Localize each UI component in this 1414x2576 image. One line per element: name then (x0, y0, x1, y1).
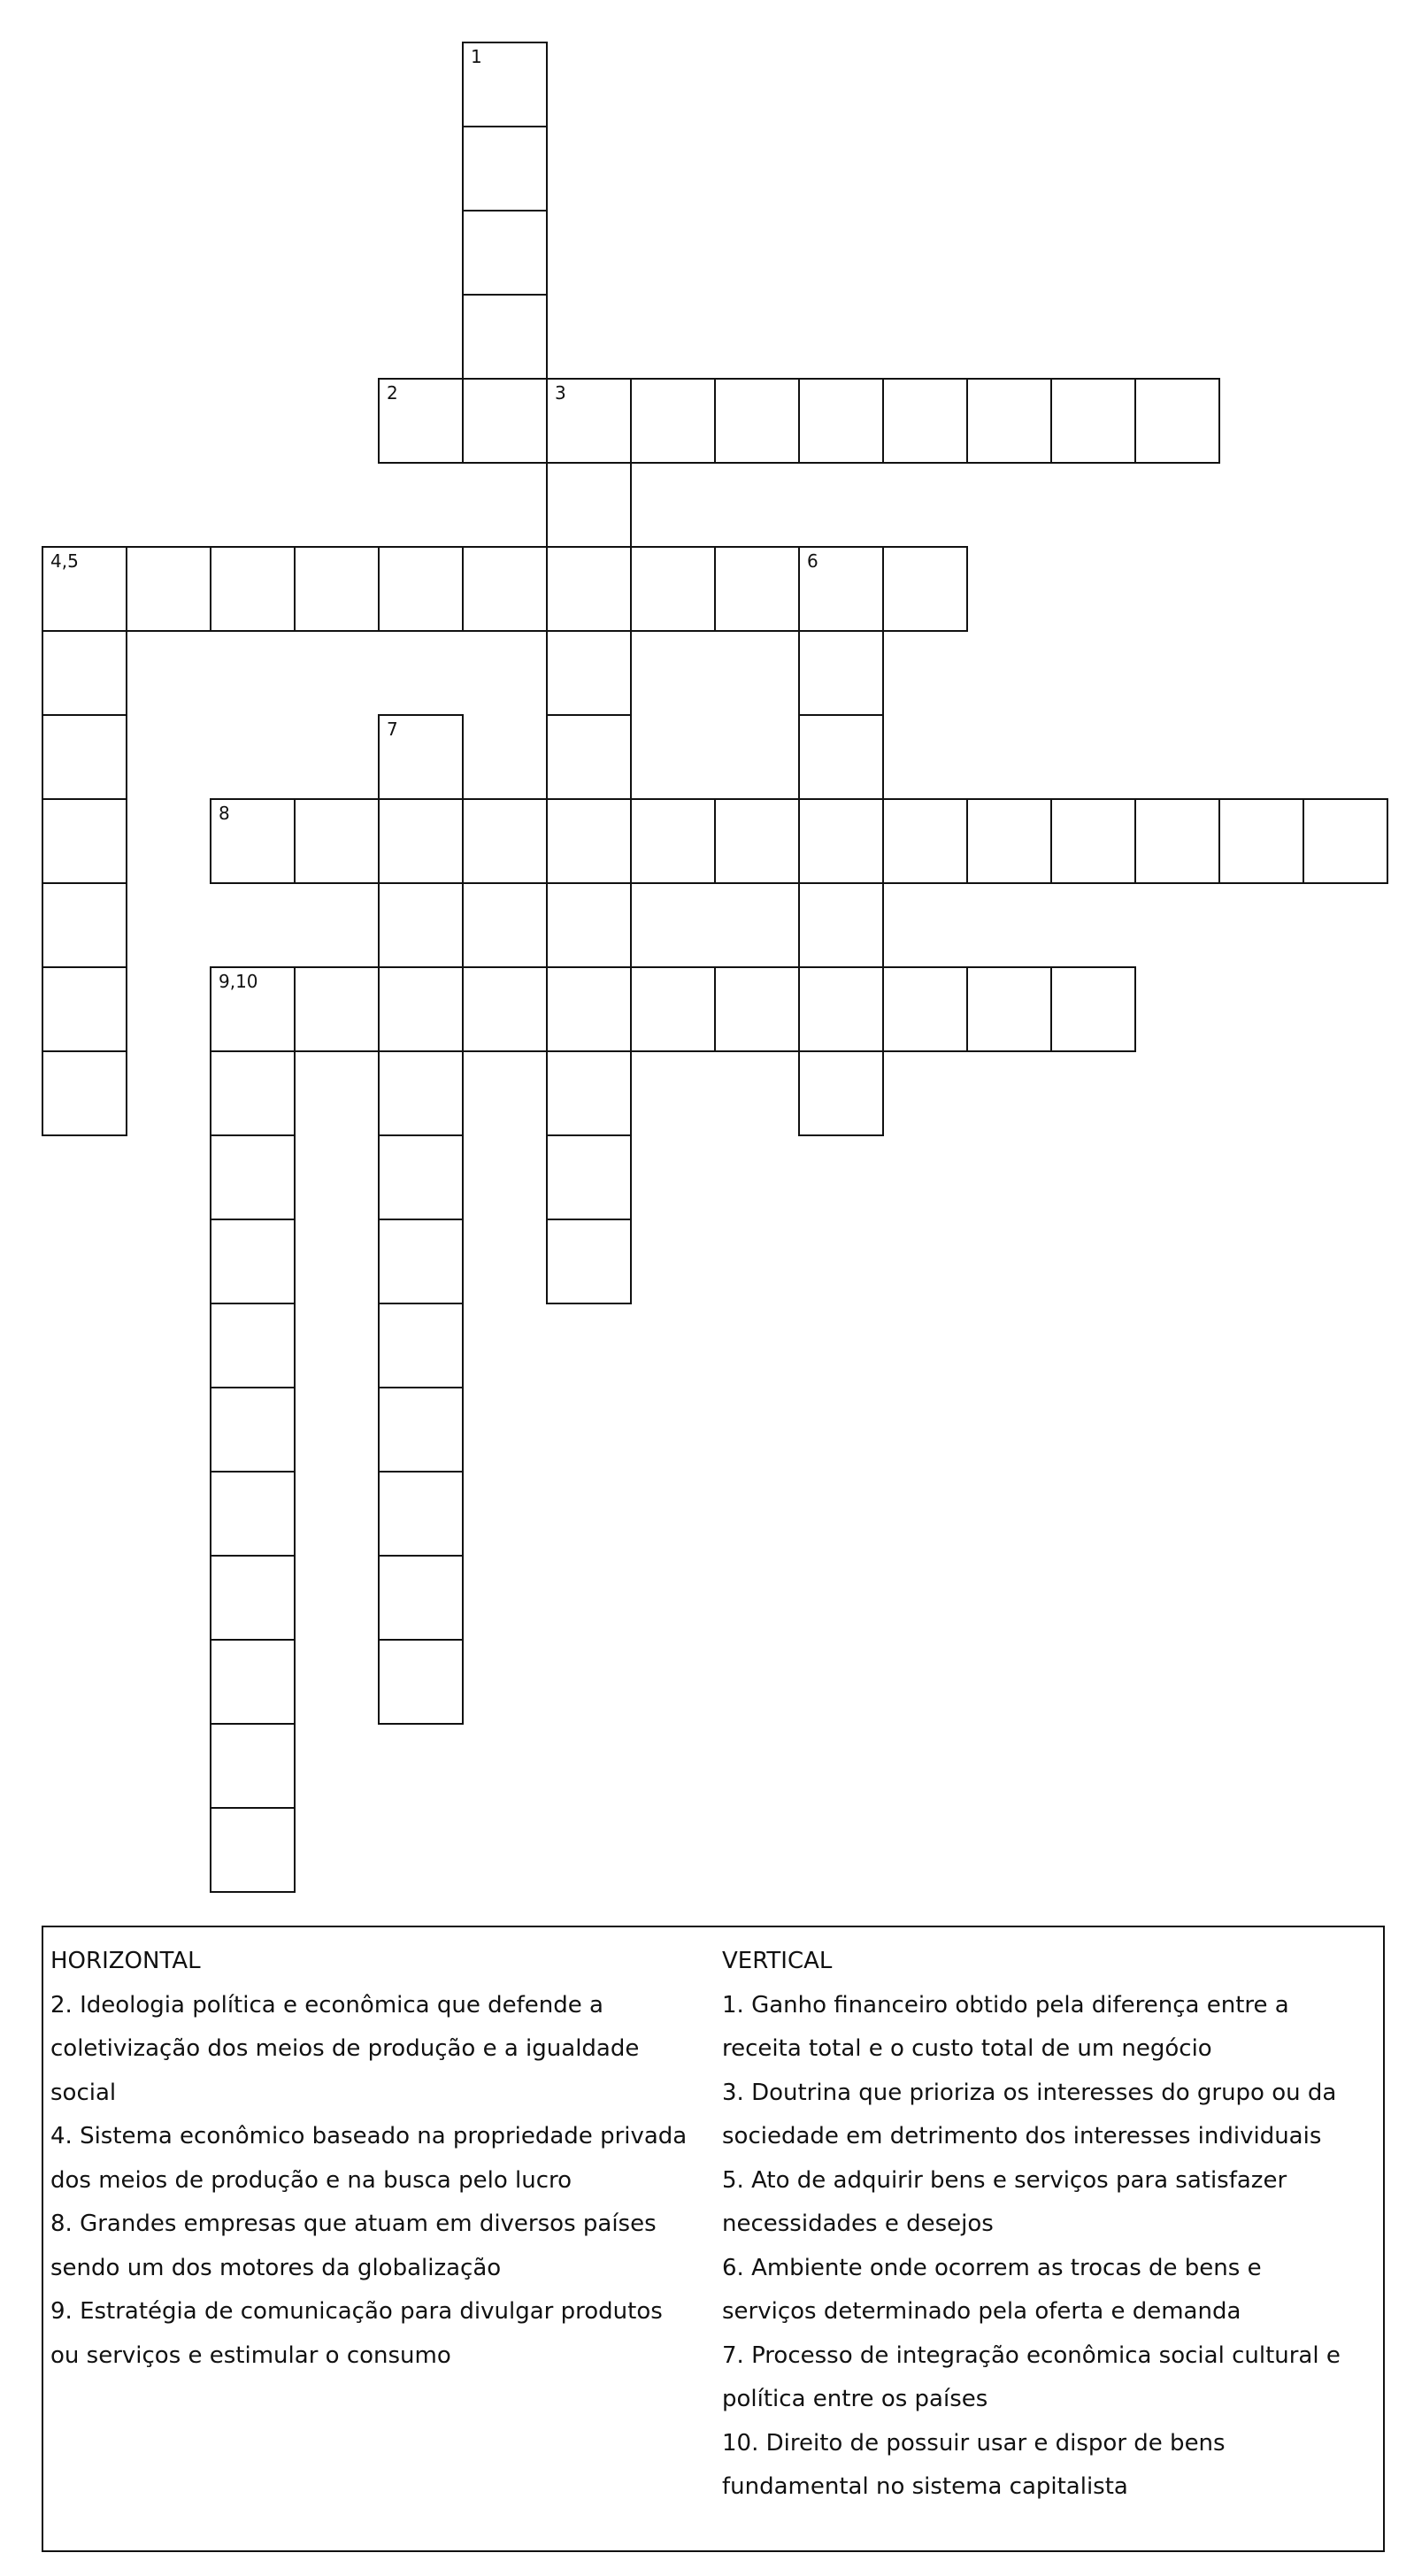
grid-cell[interactable] (42, 882, 127, 968)
grid-cell[interactable] (630, 378, 716, 464)
grid-cell[interactable] (210, 546, 296, 632)
clue-line: social (50, 2079, 117, 2106)
grid-cell[interactable] (630, 966, 716, 1052)
grid-cell[interactable] (462, 294, 548, 380)
grid-cell[interactable] (378, 1134, 464, 1220)
clue-number: 7 (387, 719, 398, 740)
grid-cell[interactable] (546, 966, 632, 1052)
grid-cell[interactable] (546, 1219, 632, 1304)
grid-cell[interactable] (462, 210, 548, 296)
grid-cell[interactable] (798, 882, 884, 968)
grid-cell[interactable] (546, 798, 632, 884)
grid-cell[interactable] (210, 1387, 296, 1473)
grid-cell[interactable] (798, 378, 884, 464)
grid-cell[interactable] (378, 1639, 464, 1725)
grid-cell[interactable] (546, 630, 632, 716)
grid-cell[interactable] (546, 714, 632, 800)
grid-cell[interactable] (546, 546, 632, 632)
grid-cell[interactable] (1134, 798, 1220, 884)
grid-cell[interactable] (294, 546, 380, 632)
grid-cell[interactable] (798, 966, 884, 1052)
grid-cell[interactable] (378, 966, 464, 1052)
grid-cell[interactable] (546, 1134, 632, 1220)
grid-cell[interactable] (546, 378, 632, 464)
grid-cell[interactable] (378, 714, 464, 800)
grid-cell[interactable] (210, 1555, 296, 1641)
clue-line: 4. Sistema econômico baseado na propriedade privada (50, 2123, 688, 2149)
grid-cell[interactable] (42, 546, 127, 632)
grid-cell[interactable] (546, 882, 632, 968)
grid-cell[interactable] (210, 1303, 296, 1388)
grid-cell[interactable] (378, 1303, 464, 1388)
grid-cell[interactable] (798, 714, 884, 800)
clue-number: 6 (807, 550, 818, 572)
clue-line: 2. Ideologia política e econômica que defende a (50, 1991, 603, 2019)
grid-cell[interactable] (798, 1050, 884, 1136)
horizontal-clues (50, 1940, 723, 2378)
grid-cell[interactable] (210, 1471, 296, 1557)
grid-cell[interactable] (882, 798, 968, 884)
grid-cell[interactable] (210, 1134, 296, 1220)
grid-cell[interactable] (378, 1219, 464, 1304)
grid-cell[interactable] (42, 966, 127, 1052)
grid-cell[interactable] (1050, 378, 1136, 464)
clue-line: 9. Estratégia de comunicação para divulgar produtos (50, 2298, 663, 2325)
grid-cell[interactable] (294, 798, 380, 884)
grid-cell[interactable] (378, 1555, 464, 1641)
grid-cell[interactable] (42, 630, 127, 716)
grid-cell[interactable] (966, 798, 1052, 884)
grid-cell[interactable] (126, 546, 211, 632)
grid-cell[interactable] (210, 798, 296, 884)
clue-line: 10. Direito de possuir usar e dispor de bens (722, 2429, 1226, 2457)
clue-line: 1. Ganho financeiro obtido pela diferença entre a (722, 1991, 1289, 2019)
clue-number: 4,5 (50, 550, 79, 572)
grid-cell[interactable] (378, 1471, 464, 1557)
clue-number: 8 (219, 803, 230, 824)
clue-line: receita total e o custo total de um negócio (722, 2035, 1212, 2062)
clues-box (42, 1926, 1385, 2552)
grid-cell[interactable] (210, 1639, 296, 1725)
grid-cell[interactable] (210, 1807, 296, 1893)
clue-line: ou serviços e estimular o consumo (50, 2341, 451, 2369)
grid-cell[interactable] (42, 1050, 127, 1136)
grid-cell[interactable] (630, 798, 716, 884)
grid-cell[interactable] (378, 378, 464, 464)
clue-line: 6. Ambiente onde ocorrem as trocas de bens e (722, 2254, 1262, 2281)
grid-cell[interactable] (462, 378, 548, 464)
grid-cell[interactable] (546, 462, 632, 548)
clue-line: fundamental no sistema capitalista (722, 2473, 1128, 2500)
grid-cell[interactable] (378, 798, 464, 884)
clue-line: sendo um dos motores da globalização (50, 2254, 502, 2281)
grid-cell[interactable] (462, 966, 548, 1052)
grid-cell[interactable] (966, 378, 1052, 464)
clue-number: 2 (387, 382, 398, 404)
grid-cell[interactable] (210, 1219, 296, 1304)
clue-line: 7. Processo de integração econômica social cultural e (722, 2341, 1341, 2369)
grid-cell[interactable] (378, 1050, 464, 1136)
grid-cell[interactable] (798, 630, 884, 716)
grid-cell[interactable] (462, 42, 548, 127)
grid-cell[interactable] (882, 378, 968, 464)
grid-cell[interactable] (210, 1050, 296, 1136)
grid-cell[interactable] (1050, 966, 1136, 1052)
clue-line: necessidades e desejos (722, 2211, 994, 2237)
clue-line: coletivização dos meios de produção e a igualdade (50, 2035, 640, 2062)
clue-line: sociedade em detrimento dos interesses individuais (722, 2123, 1322, 2149)
horizontal-heading: HORIZONTAL (50, 1948, 201, 1974)
grid-cell[interactable] (378, 1387, 464, 1473)
clue-line: 8. Grandes empresas que atuam em diversos países (50, 2211, 657, 2237)
grid-cell[interactable] (714, 798, 800, 884)
grid-cell[interactable] (462, 798, 548, 884)
grid-cell[interactable] (378, 546, 464, 632)
grid-cell[interactable] (210, 1723, 296, 1809)
grid-cell[interactable] (714, 966, 800, 1052)
grid-cell[interactable] (1218, 798, 1304, 884)
clue-line: 5. Ato de adquirir bens e serviços para satisfazer (722, 2166, 1287, 2194)
grid-cell[interactable] (714, 378, 800, 464)
clue-number: 3 (555, 382, 566, 404)
grid-cell[interactable] (378, 882, 464, 968)
vertical-heading: VERTICAL (722, 1948, 833, 1974)
grid-cell[interactable] (798, 546, 884, 632)
vertical-clues (722, 1940, 1381, 2510)
clue-number: 1 (471, 46, 482, 67)
grid-cell[interactable] (546, 1050, 632, 1136)
grid-cell[interactable] (1050, 798, 1136, 884)
grid-cell[interactable] (462, 126, 548, 211)
grid-cell[interactable] (462, 546, 548, 632)
clue-line: política entre os países (722, 2386, 988, 2412)
grid-cell[interactable] (714, 546, 800, 632)
grid-cell[interactable] (798, 798, 884, 884)
grid-cell[interactable] (630, 546, 716, 632)
grid-cell[interactable] (294, 966, 380, 1052)
grid-cell[interactable] (42, 798, 127, 884)
grid-cell[interactable] (210, 966, 296, 1052)
grid-cell[interactable] (966, 966, 1052, 1052)
grid-cell[interactable] (882, 546, 968, 632)
grid-cell[interactable] (882, 966, 968, 1052)
grid-cell[interactable] (1134, 378, 1220, 464)
grid-cell[interactable] (1303, 798, 1388, 884)
clue-number: 9,10 (219, 971, 258, 992)
clue-line: dos meios de produção e na busca pelo lucro (50, 2166, 573, 2194)
clue-line: serviços determinado pela oferta e demanda (722, 2298, 1241, 2325)
grid-cell[interactable] (42, 714, 127, 800)
clue-line: 3. Doutrina que prioriza os interesses do grupo ou da (722, 2079, 1337, 2106)
